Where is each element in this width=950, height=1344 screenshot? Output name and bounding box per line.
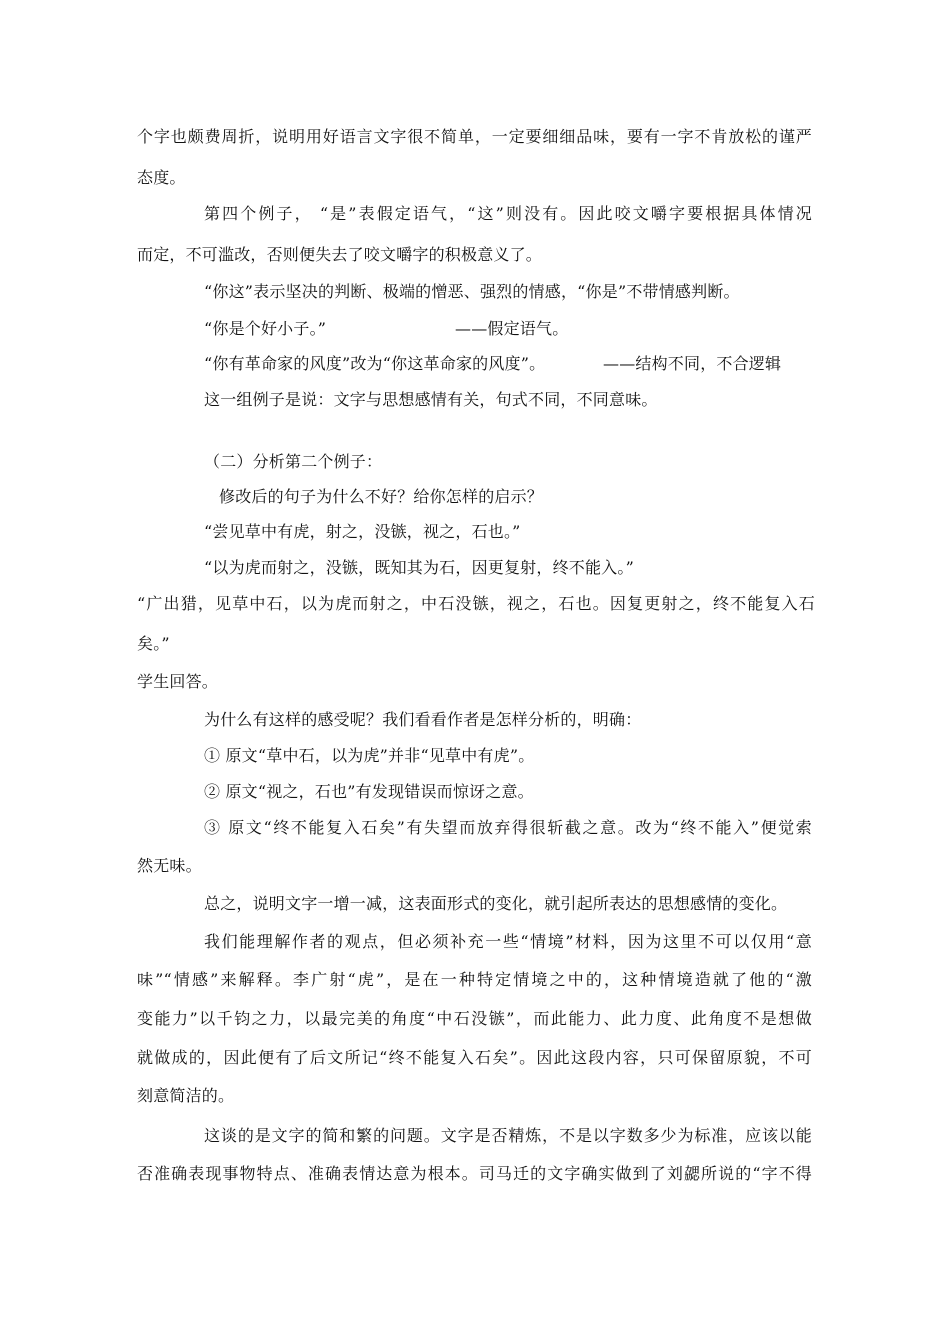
text-line: 这谈的是文字的简和繁的问题。文字是否精炼，不是以字数多少为标准，应该以能 [204,1126,812,1145]
text-line: 这一组例子是说：文字与思想感情有关，句式不同，不同意味。 [204,390,658,409]
list-item: 然无味。 [137,856,202,875]
text-line: 我们能理解作者的观点，但必须补充一些“情境”材料，因为这里不可以仅用“意 [204,932,812,951]
text-line: 为什么有这样的感受呢？我们看看作者是怎样分析的，明确： [204,710,642,729]
text-line: 修改后的句子为什么不好？给你怎样的启示？ [219,487,544,506]
quote-line: “广出猎，见草中石，以为虎而射之，中石没镞，视之，石也。因复更射之，终不能复入石 [137,594,815,613]
text-line: 而定，不可滥改，否则便失去了咬文嚼字的积极意义了。 [137,245,543,264]
example-sentence: “你是个好小子。” [204,319,327,338]
text-line: 学生回答。 [137,672,219,691]
text-line: 总之，说明文字一增一减，这表面形式的变化，就引起所表达的思想感情的变化。 [204,894,788,913]
text-line: 第四个例子， “是”表假定语气，“这”则没有。因此咬文嚼字要根据具体情况 [204,204,812,223]
text-line: 个字也颇费周折，说明用好语言文字很不简单，一定要细细品味，要有一字不肯放松的谨严 [137,127,812,146]
text-line: “你这”表示坚决的判断、极端的憎恶、强烈的情感，“你是”不带情感判断。 [204,282,740,301]
text-line: 变能力”以千钧之力，以最完美的角度“中石没镞”，而此能力、此力度、此角度不是想做 [137,1009,812,1028]
text-line: 态度。 [137,168,186,187]
list-item: ① 原文“草中石，以为虎”并非“见草中有虎”。 [204,746,535,765]
text-line: 就做成的，因此便有了后文所记“终不能复入石矣”。因此这段内容，只可保留原貌，不可 [137,1048,812,1067]
quote-line: 矣。” [137,634,170,653]
example-note: ——假定语气。 [455,319,569,338]
list-item: ③ 原文“终不能复入石矣”有失望而放弃得很斩截之意。改为“终不能入”便觉索 [204,818,812,837]
section-heading: （二）分析第二个例子： [204,452,383,471]
text-line: 味”“情感”来解释。李广射“虎”，是在一种特定情境之中的，这种情境造就了他的“激 [137,970,812,989]
list-item: ② 原文“视之，石也”有发现错误而惊讶之意。 [204,782,534,801]
example-note: ——结构不同，不合逻辑 [603,354,782,373]
text-line: 刻意简洁的。 [137,1086,235,1105]
text-line: 否准确表现事物特点、准确表情达意为根本。司马迁的文字确实做到了刘勰所说的“字不得 [137,1164,812,1183]
quote-line: “以为虎而射之，没镞，既知其为石，因更复射，终不能入。” [204,558,634,577]
example-sentence: “你有革命家的风度”改为“你这革命家的风度”。 [204,354,546,373]
quote-line: “尝见草中有虎，射之，没镞，视之，石也。” [204,522,521,541]
